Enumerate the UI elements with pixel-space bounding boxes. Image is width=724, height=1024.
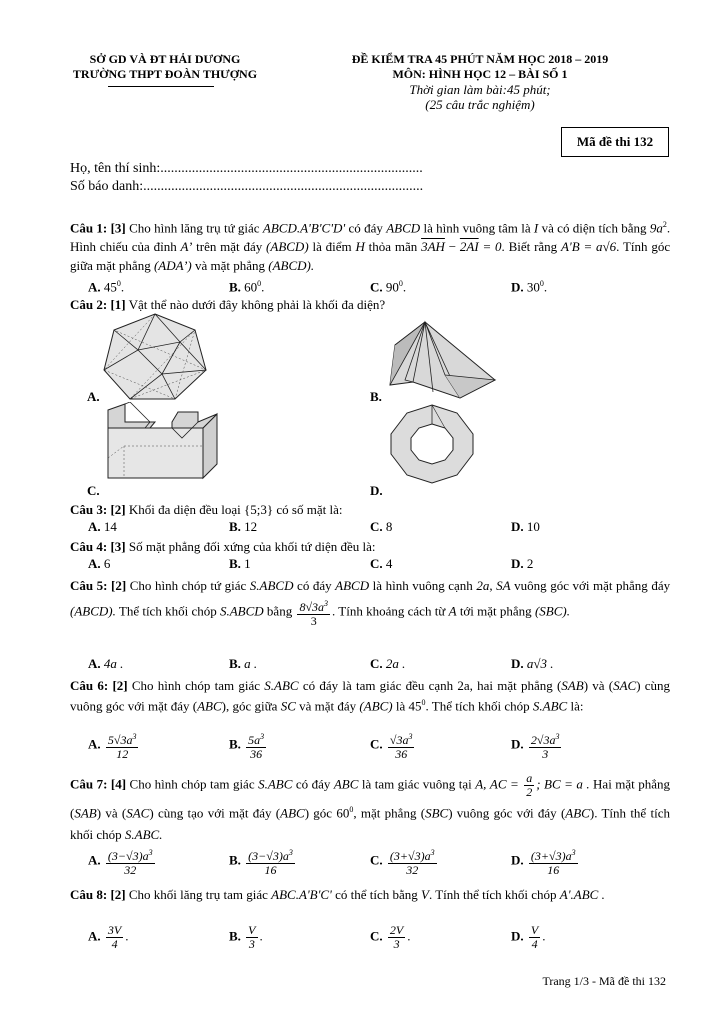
opt-frac <box>388 730 415 761</box>
opt-label: B. <box>229 928 241 944</box>
num: 5√3a <box>107 733 133 747</box>
opt-value: 30 <box>526 279 540 295</box>
q5-m6: S.ABCD <box>219 603 264 619</box>
exp: 3 <box>132 732 137 741</box>
q5-m1: S.ABCD <box>249 578 294 593</box>
exam-subject: MÔN: HÌNH HỌC 12 – BÀI SỐ 1 <box>392 67 568 81</box>
q1-t5: . Hình chiếu của đỉnh <box>70 220 671 255</box>
q1-t2: có đáy <box>348 220 383 236</box>
q4-option-b[interactable] <box>229 555 251 572</box>
q8-option-b[interactable]: B. $\frac{V}{3}$ . <box>229 923 263 951</box>
deg: 0 <box>257 279 262 288</box>
q6-md: ABC <box>197 698 222 714</box>
q1-vec3: = 0 <box>482 239 502 255</box>
num: (3−√3)a <box>248 849 289 863</box>
q1-exp: 2 <box>662 220 667 229</box>
q1-t3: là hình vuông tâm là <box>423 220 531 236</box>
q1-label: Câu 1: <box>70 220 108 236</box>
deg: 0 <box>539 279 544 288</box>
q5-t3: là hình vuông cạnh <box>372 578 473 593</box>
q7-m10: ABC <box>565 805 590 821</box>
q1-t9: . Biết rằng <box>501 239 558 255</box>
num: (3+√3)a <box>389 849 431 863</box>
q6-mb: SAB <box>561 678 584 693</box>
q6-mf: (ABC) <box>359 698 393 714</box>
q4-text: Số mặt phẳng đối xứng của khối tứ diện đều là: <box>128 539 376 554</box>
exam-count: (25 câu trắc nghiệm) <box>425 97 535 112</box>
opt-value: a . <box>244 656 258 671</box>
frac-den: 3 <box>542 747 549 761</box>
q7-t6: ) cùng tạo với mặt đáy ( <box>149 805 281 821</box>
deg: 0 <box>116 279 121 288</box>
q7-t7: ) góc 60 <box>304 805 350 821</box>
opt-value: 8 <box>385 519 393 534</box>
opt-suffix: . <box>402 279 407 295</box>
q5-m4: SA <box>496 578 511 593</box>
ico-outline <box>104 314 206 399</box>
frac-den: 36 <box>250 747 263 761</box>
opt-frac <box>388 924 405 951</box>
opt-label: A. <box>88 928 101 944</box>
q3-level: [2] <box>110 502 126 517</box>
q1-m3: I <box>533 220 539 236</box>
opt-label: C. <box>370 519 383 534</box>
opt-frac <box>388 846 437 877</box>
q8-t1: Cho khối lăng trụ tam giác <box>128 887 268 902</box>
opt-value: a√3 . <box>526 656 554 671</box>
opt-suffix: . <box>120 279 125 295</box>
frac-num: V <box>530 923 539 937</box>
opt-label: B. <box>229 736 241 752</box>
exp: 3 <box>324 599 329 608</box>
q7-option-d[interactable] <box>511 846 580 877</box>
opt-label: D. <box>511 736 524 752</box>
q6-option-d[interactable] <box>511 730 563 761</box>
opt-label: D. <box>511 852 524 868</box>
opt-label: D. <box>511 656 524 671</box>
q7-m2: ABC <box>333 776 359 792</box>
opt-frac <box>529 730 562 761</box>
frac-num: 2V <box>389 923 404 937</box>
exp: 3 <box>148 848 153 857</box>
opt-value: 10 <box>526 519 540 534</box>
q5-t6: Thể tích khối chóp <box>118 603 217 619</box>
page-footer: Trang 1/3 - Mã đề thi 132 <box>542 974 666 988</box>
q8-option-d[interactable]: D. $\frac{V}{4}$ . <box>511 923 546 951</box>
question-6 <box>70 677 670 714</box>
opt-label: D. <box>511 279 524 295</box>
q1-m10: (ADA’) <box>153 258 192 274</box>
student-id-line: Số báo danh:................................................................................ <box>70 179 424 194</box>
q7-t8: , mặt phẳng ( <box>353 805 426 821</box>
q6-te: ), góc giữa <box>221 698 278 714</box>
frac-num <box>246 846 295 864</box>
q5-option-b[interactable] <box>229 655 257 672</box>
q1-m4: 9a <box>649 220 663 236</box>
exp: 3 <box>288 848 293 857</box>
q7-t9: ) vuông góc với đáy ( <box>448 805 566 821</box>
opt-label: B. <box>229 556 241 571</box>
frac-num <box>106 730 139 748</box>
q6-mh: S.ABC <box>532 698 568 714</box>
q6-tg: là 45 <box>395 698 422 714</box>
q4-level: [3] <box>110 539 126 554</box>
q1-t10: . Tính góc giữa mặt phẳng <box>70 239 671 274</box>
opt-value: 90 <box>385 279 399 295</box>
frac-num <box>529 730 562 748</box>
opt-label: A. <box>88 556 101 571</box>
q6-ma: S.ABC <box>264 678 299 693</box>
exp: 3 <box>408 732 413 741</box>
frac-den: 3 <box>248 937 255 951</box>
q8-option-a[interactable]: A. $\frac{3V}{4}$ . <box>88 923 129 951</box>
q7-option-a[interactable] <box>88 846 157 877</box>
q6-ti: là: <box>570 698 584 714</box>
figure-d-ring-polyhedron <box>388 404 476 484</box>
q6-deg: 0 <box>421 698 426 707</box>
opt-value: 2 <box>526 556 534 571</box>
q7-m9: SBC <box>425 805 449 821</box>
num: 2√3a <box>530 733 556 747</box>
opt-suffix: . <box>543 279 548 295</box>
q6-tf: và mặt đáy <box>299 698 357 714</box>
school-name: TRƯỜNG THPT ĐOÀN THƯỢNG <box>72 67 258 81</box>
opt-value: 6 <box>103 556 111 571</box>
frac-num <box>388 730 415 748</box>
q1-t1: Cho hình lăng trụ tứ giác <box>129 220 260 236</box>
q7-level: [4] <box>110 776 127 792</box>
opt-label: B. <box>229 519 241 534</box>
frac-den: 2 <box>526 785 533 799</box>
q8-m3: A'.ABC . <box>559 887 605 902</box>
opt-label: A. <box>88 519 101 534</box>
q5-option-a[interactable] <box>88 655 123 672</box>
q6-option-c[interactable] <box>370 730 416 761</box>
q1-m6: (ABCD) <box>266 239 309 255</box>
frac-num <box>529 846 578 864</box>
frac-den: 32 <box>124 863 137 877</box>
q2-option-b[interactable]: B. <box>370 389 382 404</box>
q7-t4: Hai mặt phẳng ( <box>70 776 671 821</box>
q1-option-d[interactable] <box>511 275 547 295</box>
opt-frac <box>106 730 139 761</box>
opt-label: D. <box>511 519 524 534</box>
q8-t3: . Tính thể tích khối chóp <box>428 887 557 902</box>
question-7 <box>70 772 670 846</box>
num: (3−√3)a <box>107 849 149 863</box>
opt-value: 12 <box>244 519 258 534</box>
frac-den: 16 <box>264 863 277 877</box>
opt-suffix: . <box>261 279 265 295</box>
opt-label: A. <box>88 736 101 752</box>
q7-m1: S.ABC <box>258 776 293 792</box>
q6-ta: Cho hình chóp tam giác <box>131 678 261 693</box>
question-1 <box>70 215 670 275</box>
q5-t5: vuông góc với mặt phẳng đáy <box>514 578 671 593</box>
frac-num <box>388 846 437 864</box>
frac-den: 4 <box>111 937 118 951</box>
frac-num: 3V <box>107 923 122 937</box>
q4-option-d[interactable] <box>511 555 533 572</box>
school-underline <box>108 86 214 87</box>
num: √3a <box>389 733 409 747</box>
q5-label: Câu 5: <box>70 578 108 593</box>
q5-m9: (SBC). <box>534 603 570 619</box>
frac-num <box>297 597 330 615</box>
q5-option-d[interactable] <box>511 655 554 672</box>
opt-frac <box>246 846 295 877</box>
q6-td: ) cùng vuông góc với mặt đáy ( <box>70 678 671 714</box>
question-3 <box>70 501 670 518</box>
frac-num-text: 8√3a <box>299 600 325 614</box>
frac-den: 12 <box>116 747 129 761</box>
q7-t5: ) và ( <box>96 805 127 821</box>
opt-label: B. <box>229 279 241 295</box>
opt-label: C. <box>370 556 383 571</box>
frac-den: 36 <box>395 747 408 761</box>
frac-den: 4 <box>531 937 538 951</box>
frac-num <box>106 846 155 864</box>
q3-text: Khối đa diện đều loại {5;3} có số mặt là: <box>128 502 343 517</box>
q8-level: [2] <box>110 887 126 902</box>
q2-option-a[interactable]: A. <box>87 389 100 404</box>
opt-label: D. <box>511 556 524 571</box>
header-right <box>310 52 650 112</box>
student-info <box>70 160 423 196</box>
figure-a-icosahedron <box>100 312 210 402</box>
exam-title: ĐỀ KIỂM TRA 45 PHÚT NĂM HỌC 2018 – 2019 <box>351 52 609 66</box>
q4-option-c[interactable] <box>370 555 392 572</box>
q1-vec1: 3AH <box>421 239 445 255</box>
q2-option-c[interactable]: C. <box>87 483 100 498</box>
q6-option-b[interactable] <box>229 730 268 761</box>
q8-m1: ABC.A'B'C' <box>271 887 332 902</box>
opt-value: 4 <box>385 556 393 571</box>
q7-option-c[interactable] <box>370 846 439 877</box>
frac-num: V <box>248 923 256 937</box>
ring-inner <box>411 424 453 464</box>
exam-code: Mã đề thi 132 <box>561 127 669 157</box>
opt-label: A. <box>88 852 101 868</box>
header-left <box>60 52 270 82</box>
q7-m7: SAC <box>126 805 150 821</box>
exp: 3 <box>430 848 435 857</box>
q1-vec2: 2AI <box>459 239 479 255</box>
q1-level: [3] <box>110 220 126 236</box>
opt-label: C. <box>370 852 383 868</box>
q4-label: Câu 4: <box>70 539 108 554</box>
q1-option-a[interactable] <box>88 275 124 295</box>
q7-t1: Cho hình chóp tam giác <box>129 776 255 792</box>
q7-m3: A, <box>475 776 487 792</box>
question-5 <box>70 575 670 628</box>
opt-frac <box>106 846 155 877</box>
opt-label: B. <box>229 656 241 671</box>
frac-num: a <box>526 771 533 785</box>
q1-m11: (ABCD). <box>268 258 315 274</box>
opt-value: 4a . <box>103 656 124 671</box>
figure-b-folded-prism <box>385 320 500 400</box>
opt-value: 60 <box>244 279 258 295</box>
q8-option-c[interactable]: C. $\frac{2V}{3}$ . <box>370 923 411 951</box>
q8-label: Câu 8: <box>70 887 108 902</box>
q6-tb: có đáy là tam giác đều cạnh 2a, hai mặt phẳng ( <box>302 678 562 693</box>
opt-value: 45 <box>103 279 117 295</box>
question-4 <box>70 538 670 555</box>
q7-t2: có đáy <box>295 776 331 792</box>
q5-m8: A <box>448 603 457 619</box>
opt-label: C. <box>370 279 383 295</box>
q1-m5: A’ <box>180 239 193 255</box>
opt-label: C. <box>370 656 383 671</box>
q3-option-a[interactable] <box>88 518 117 535</box>
q7-t10: ). Tính thể tích khối chóp <box>70 805 670 843</box>
q1-t7: là điểm <box>312 239 352 255</box>
q5-t9: tới mặt phẳng <box>459 603 532 619</box>
exp: 3 <box>571 848 576 857</box>
opt-label: A. <box>88 656 101 671</box>
q6-tc: ) và ( <box>583 678 614 693</box>
q1-m9: A'B = a√6 <box>560 239 617 255</box>
q5-t4: , <box>489 578 493 593</box>
opt-label: D. <box>511 928 524 944</box>
q5-fraction <box>297 597 330 628</box>
q1-t11: và mặt phẳng <box>194 258 266 274</box>
q6-me: SC <box>280 698 296 714</box>
q1-option-b[interactable] <box>229 275 264 295</box>
q1-m2: ABCD <box>386 220 421 236</box>
deg: 0 <box>398 279 403 288</box>
q3-option-c[interactable] <box>370 518 392 535</box>
q2-label: Câu 2: <box>70 297 108 312</box>
opt-frac <box>529 924 540 951</box>
q2-option-d[interactable]: D. <box>370 483 383 498</box>
frac-num <box>246 730 266 748</box>
q1-minus: − <box>448 239 457 255</box>
opt-label: A. <box>88 279 101 295</box>
student-name-line: Họ, tên thí sinh:........................................................................... <box>70 161 423 176</box>
exp: 3 <box>260 732 265 741</box>
q1-t8: thỏa mãn <box>368 239 418 255</box>
block-front <box>108 428 203 478</box>
opt-label: C. <box>370 736 383 752</box>
opt-value: 1 <box>244 556 251 571</box>
opt-value: 14 <box>103 519 117 534</box>
q8-t2: có thể tích bằng <box>335 887 418 902</box>
opt-value: 2a . <box>385 656 406 671</box>
exp: 3 <box>555 732 560 741</box>
q7-m11: S.ABC. <box>124 827 163 843</box>
q3-label: Câu 3: <box>70 502 108 517</box>
q1-m7: H <box>355 239 365 255</box>
opt-frac <box>529 846 578 877</box>
frac-den: 32 <box>406 863 419 877</box>
opt-label: B. <box>229 852 241 868</box>
q7-frac <box>524 772 534 799</box>
q7-label: Câu 7: <box>70 776 108 792</box>
q6-option-a[interactable] <box>88 730 140 761</box>
q5-m5: (ABCD). <box>70 603 116 619</box>
question-2 <box>70 296 670 313</box>
q7-m8: ABC <box>280 805 305 821</box>
frac-den: 16 <box>547 863 560 877</box>
q7-m4: AC = <box>489 776 519 792</box>
q1-t6: trên mặt đáy <box>196 239 263 255</box>
q1-m1: ABCD.A'B'C'D' <box>262 220 346 236</box>
frac-den: 3 <box>310 614 317 628</box>
question-8 <box>70 886 670 903</box>
q5-option-c[interactable] <box>370 655 405 672</box>
q5-level: [2] <box>111 578 127 593</box>
q2-text: Vật thể nào dưới đây không phải là khối đa diện? <box>128 297 386 312</box>
num: 5a <box>248 733 261 747</box>
opt-frac <box>106 924 123 951</box>
q5-t7: bằng <box>266 603 293 619</box>
q5-t8: . Tính khoảng cách từ <box>332 603 446 619</box>
opt-label: C. <box>370 928 383 944</box>
q4-option-a[interactable] <box>88 555 110 572</box>
q1-option-c[interactable] <box>370 275 406 295</box>
figure-c-notched-block <box>100 402 225 480</box>
q7-deg: 0 <box>349 805 354 814</box>
opt-frac <box>246 730 266 761</box>
q5-t2: có đáy <box>297 578 332 593</box>
q3-option-b[interactable] <box>229 518 257 535</box>
frac-den: 3 <box>393 937 400 951</box>
q2-level: [1] <box>110 297 126 312</box>
q7-m6: SAB <box>74 805 97 821</box>
q6-th: . Thể tích khối chóp <box>425 698 530 714</box>
q6-mc: SAC <box>613 678 637 693</box>
exam-time: Thời gian làm bài:45 phút; <box>409 82 551 97</box>
q5-t1: Cho hình chóp tứ giác <box>129 578 247 593</box>
num: (3+√3)a <box>530 849 572 863</box>
q1-t4: và có diện tích bằng <box>541 220 647 236</box>
q6-level: [2] <box>112 678 128 693</box>
opt-frac <box>246 924 257 951</box>
q6-label: Câu 6: <box>70 678 109 693</box>
q8-m2: V <box>421 887 429 902</box>
dept-name: SỞ GD VÀ ĐT HẢI DƯƠNG <box>89 52 241 66</box>
q3-option-d[interactable] <box>511 518 540 535</box>
q5-m3: 2a <box>476 578 490 593</box>
q7-t3: là tam giác vuông tại <box>361 776 472 792</box>
q7-m5: ; BC = a . <box>536 776 590 792</box>
q7-option-b[interactable] <box>229 846 297 877</box>
q5-m2: ABCD <box>335 578 370 593</box>
